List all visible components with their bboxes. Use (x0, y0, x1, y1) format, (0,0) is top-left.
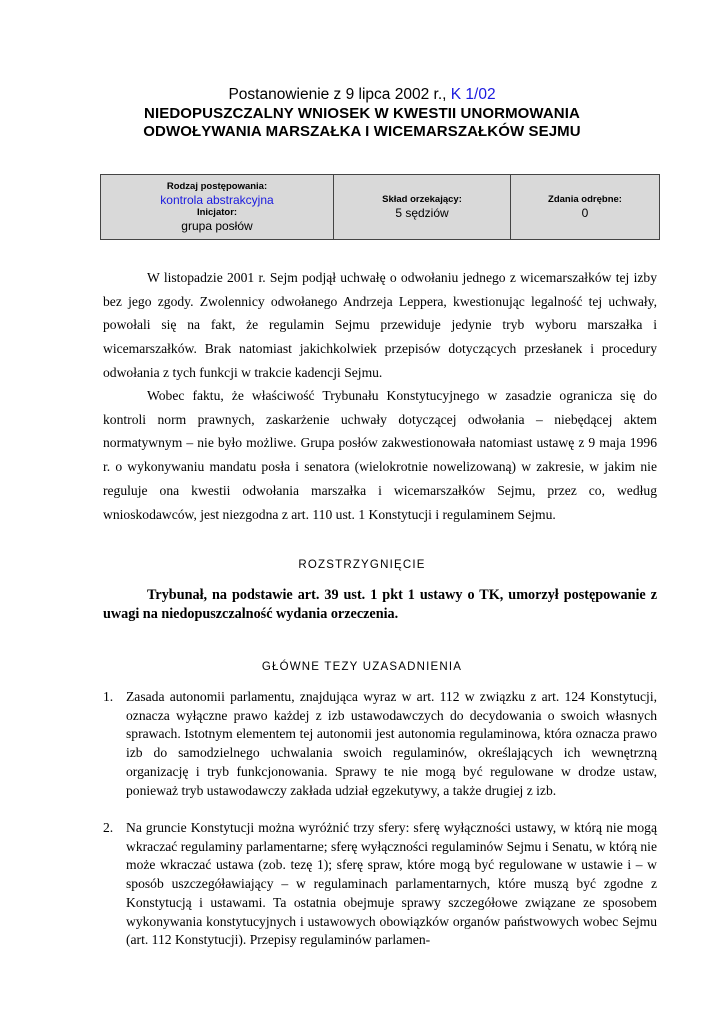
thesis-text: Na gruncie Konstytucji można wyróżnić trzy sfery: sferę wyłączności ustawy, w którą nie mogą wkraczać regulaminy parlamentarne; sferę wyłączności regulaminów Sejmu i Senatu, w którą nie może wkraczać ustawa (zob. tezę 1); sferę spraw, które mogą być regulowane w ustawie i – w sposób uszczegóławiający – w regulaminach parlamentarnych, które muszą być zgodne z Konstytucją i ustawami. Ta ostatnia obejmuje sprawy szczegółowe związane ze sposobem wykonywania konstytucyjnych i ustawowych obowiązków organów państwowych wobec Sejmu (art. 112 Konstytucji). Przepisy regulaminów parlamen- (126, 820, 657, 948)
ruling-heading: ROZSTRZYGNIĘCIE (298, 559, 426, 571)
body-paragraph-2 (103, 384, 657, 526)
body-paragraph-1 (103, 266, 657, 385)
procedure-cell (101, 175, 333, 239)
procedure-value-link[interactable]: kontrola abstrakcyjna (160, 193, 274, 207)
bench-label: Skład orzekający: (382, 194, 462, 205)
case-info-table (100, 174, 660, 240)
decision-title (0, 86, 724, 104)
thesis-number: 2. (103, 820, 114, 835)
bench-value: 5 sędziów (395, 206, 449, 220)
case-reference-link[interactable]: K 1/02 (450, 86, 496, 103)
thesis-text: Zasada autonomii parlamentu, znajdująca wyraz w art. 112 w związku z art. 124 Konstytucji, oznacza wyłączne prawo każdej z izb ustawodawczych do decydowania o swoich własnych sprawach. Istotnym elementem tej autonomii jest autonomia regulaminowa, która oznacza prawo izb do samodzielnego uchwalania swoich regulaminów, określających ich wewnętrzną organizację i tryb funkcjonowania. Sprawy te nie mogą być regulowane w drodze ustaw, ponieważ tryb ustawodawczy zakłada udział egzekutywy, a także drugiej z izb. (126, 689, 657, 798)
dissent-cell (510, 175, 659, 239)
bench-cell (333, 175, 510, 239)
dissent-value: 0 (581, 206, 589, 220)
initiator-value: grupa posłów (181, 219, 253, 233)
thesis-item (103, 819, 657, 950)
paragraph-text: Wobec faktu, że właściwość Trybunału Konstytucyjnego w zasadzie ogranicza się do kontroli norm prawnych, zaskarżenie uchwały dotyczącej odwołania – niebędącej aktem normatywnym – nie było możliwe. Grupa posłów zakwestionowała natomiast ustawę z 9 maja 1996 r. o wykonywaniu mandatu posła i senatora (wielokrotnie nowelizowaną) w zakresie, w jakim nie reguluje ona kwestii odwołania marszałka i wicemarszałków Sejmu, przez co, według wnioskodawców, jest niezgodna z art. 110 ust. 1 Konstytucji i regulaminem Sejmu. (103, 388, 657, 522)
thesis-number: 1. (103, 689, 114, 704)
procedure-label: Rodzaj postępowania: (166, 181, 268, 192)
ruling-text: Trybunał, na podstawie art. 39 ust. 1 pkt 1 ustawy o TK, umorzył postępowanie z uwagi na niedopuszczalność wydania orzeczenia. (103, 587, 657, 622)
dissent-label: Zdania odrębne: (548, 194, 622, 205)
subject-heading-line-1: NIEDOPUSZCZALNY WNIOSEK W KWESTII UNORMOWANIA (144, 105, 580, 122)
decision-date-title: Postanowienie z 9 lipca 2002 r., (228, 86, 451, 103)
thesis-item (103, 688, 657, 800)
initiator-label: Inicjator: (196, 207, 238, 218)
theses-heading: GŁÓWNE TEZY UZASADNIENIA (261, 661, 463, 673)
subject-heading-line-2: ODWOŁYWANIA MARSZAŁKA I WICEMARSZAŁKÓW SEJMU (143, 123, 581, 140)
paragraph-text: W listopadzie 2001 r. Sejm podjął uchwałę o odwołaniu jednego z wicemarszałków tej izby bez jego zgody. Zwolennicy odwołanego Andrzeja Leppera, kwestionując legalność tej uchwały, powołali się na fakt, że regulamin Sejmu przewiduje jedynie tryb wyboru marszałka i wicemarszałków. Brak natomiast jakichkolwiek przepisów dotyczących przesłanek i procedury odwołania z tych funkcji w trakcie kadencji Sejmu. (103, 270, 657, 380)
